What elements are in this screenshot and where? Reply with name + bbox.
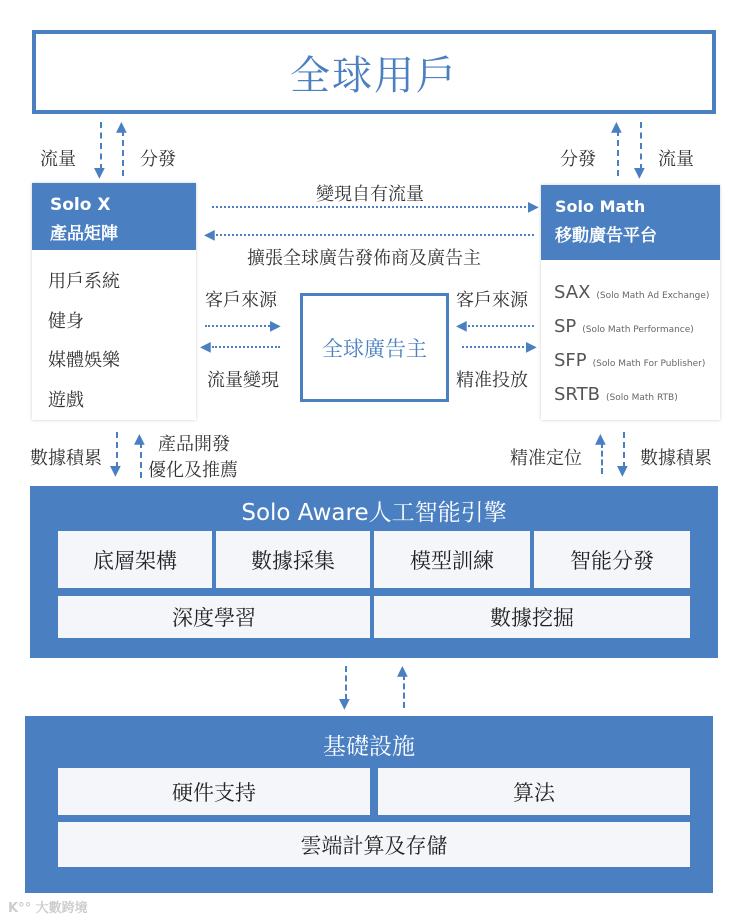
flow-label: 分發 [140,149,176,170]
infra-cell: 雲端計算及存儲 [58,822,690,867]
aware-cell: 數據採集 [216,531,370,588]
solo-x-item: 遊戲 [48,390,84,411]
solo-x-header [32,183,196,250]
watermark-text: 大數跨境 [35,901,88,916]
item-full: (Solo Math Ad Exchange) [596,291,710,301]
item-abbr: SAX [554,282,591,303]
solo-x-item: 健身 [48,311,84,332]
arrow-left-line [468,325,534,327]
solo-math-header [541,185,720,260]
arrow-down-icon: ▼ [110,463,121,479]
solo-x-name: Solo X [50,195,111,215]
arrow-down-line [345,666,347,700]
global-advertisers-label: 全球廣告主 [322,336,427,361]
infrastructure-title: 基礎設施 [323,734,415,760]
arrow-down-icon: ▼ [94,165,105,181]
global-users-box [32,30,716,114]
global-advertisers-box [300,293,449,402]
arrow-right-icon: ▶ [528,199,539,215]
arrow-up-icon: ▲ [595,431,606,447]
arrow-right-line [212,206,530,208]
flow-label: 分發 [560,149,596,170]
solo-math-name: Solo Math [555,197,646,216]
arrow-right-icon: ▶ [526,339,537,355]
item-full: (Solo Math RTB) [605,393,678,403]
flow-label: 流量 [40,149,76,170]
arrow-down-icon: ▼ [617,463,628,479]
arrow-up-icon: ▲ [397,663,408,679]
item-abbr: SP [554,316,577,337]
arrow-up-icon: ▲ [134,431,145,447]
arrow-left-line [216,234,534,236]
arrow-up-line [122,130,124,176]
flow-label: 數據積累 [640,448,712,469]
solo-math-item [554,350,705,371]
aware-cell: 底層架構 [58,531,212,588]
arrow-label: 流量變現 [207,370,279,391]
arrow-up-line [617,130,619,176]
item-abbr: SFP [554,350,587,371]
arrow-left-icon: ◀ [200,339,211,355]
arrow-down-icon [100,122,102,170]
aware-cell: 智能分發 [534,531,690,588]
arrow-up-icon: ▲ [116,119,127,135]
arrow-down-icon: ▼ [634,165,645,181]
solo-math-item [554,384,678,405]
arrow-label: 客戶來源 [205,290,277,311]
infra-cell: 算法 [378,768,690,815]
watermark-logo-icon: K°° [8,901,36,916]
infra-cell: 硬件支持 [58,768,370,815]
global-users-title: 全球用戶 [290,52,458,99]
watermark [8,897,88,916]
solo-x-item: 媒體娛樂 [48,350,120,371]
flow-label: 產品開發 [158,434,230,455]
arrow-label: 客戶來源 [456,290,528,311]
arrow-right-icon: ▶ [270,318,281,334]
solo-x-item: 用戶系統 [48,271,120,292]
item-full: (Solo Math For Publisher) [592,359,706,369]
arrow-up-icon: ▲ [611,119,622,135]
solo-x-box [32,183,196,420]
arrow-down-line [640,122,642,170]
arrow-left-line [212,346,280,348]
aware-cell: 模型訓練 [374,531,530,588]
flow-label: 優化及推薦 [148,460,238,481]
arrow-up-line [601,442,603,474]
solo-math-box [541,185,720,420]
arrow-up-line [403,674,405,708]
arrow-up-line [140,442,142,478]
item-abbr: SRTB [554,384,600,405]
aware-cell: 數據挖掘 [374,596,690,638]
item-full: (Solo Math Performance) [582,325,694,335]
aware-cell: 深度學習 [58,596,370,638]
solo-math-item [554,282,709,303]
arrow-right-line [462,346,528,348]
solo-aware-title: Solo Aware人工智能引擎 [241,500,507,526]
flow-label: 流量 [658,149,694,170]
arrow-label: 變現自有流量 [316,184,424,205]
arrow-label: 擴張全球廣告發佈商及廣告主 [247,248,481,269]
solo-x-subtitle: 產品矩陣 [50,224,118,244]
flow-label: 數據積累 [30,448,102,469]
arrow-left-icon: ◀ [204,227,215,243]
flow-label: 精准定位 [510,448,582,469]
solo-math-subtitle: 移動廣告平台 [555,226,657,246]
arrow-left-icon: ◀ [456,318,467,334]
arrow-right-line [205,325,273,327]
arrow-label: 精准投放 [456,370,528,391]
solo-math-item [554,316,694,337]
arrow-down-icon: ▼ [339,696,350,712]
